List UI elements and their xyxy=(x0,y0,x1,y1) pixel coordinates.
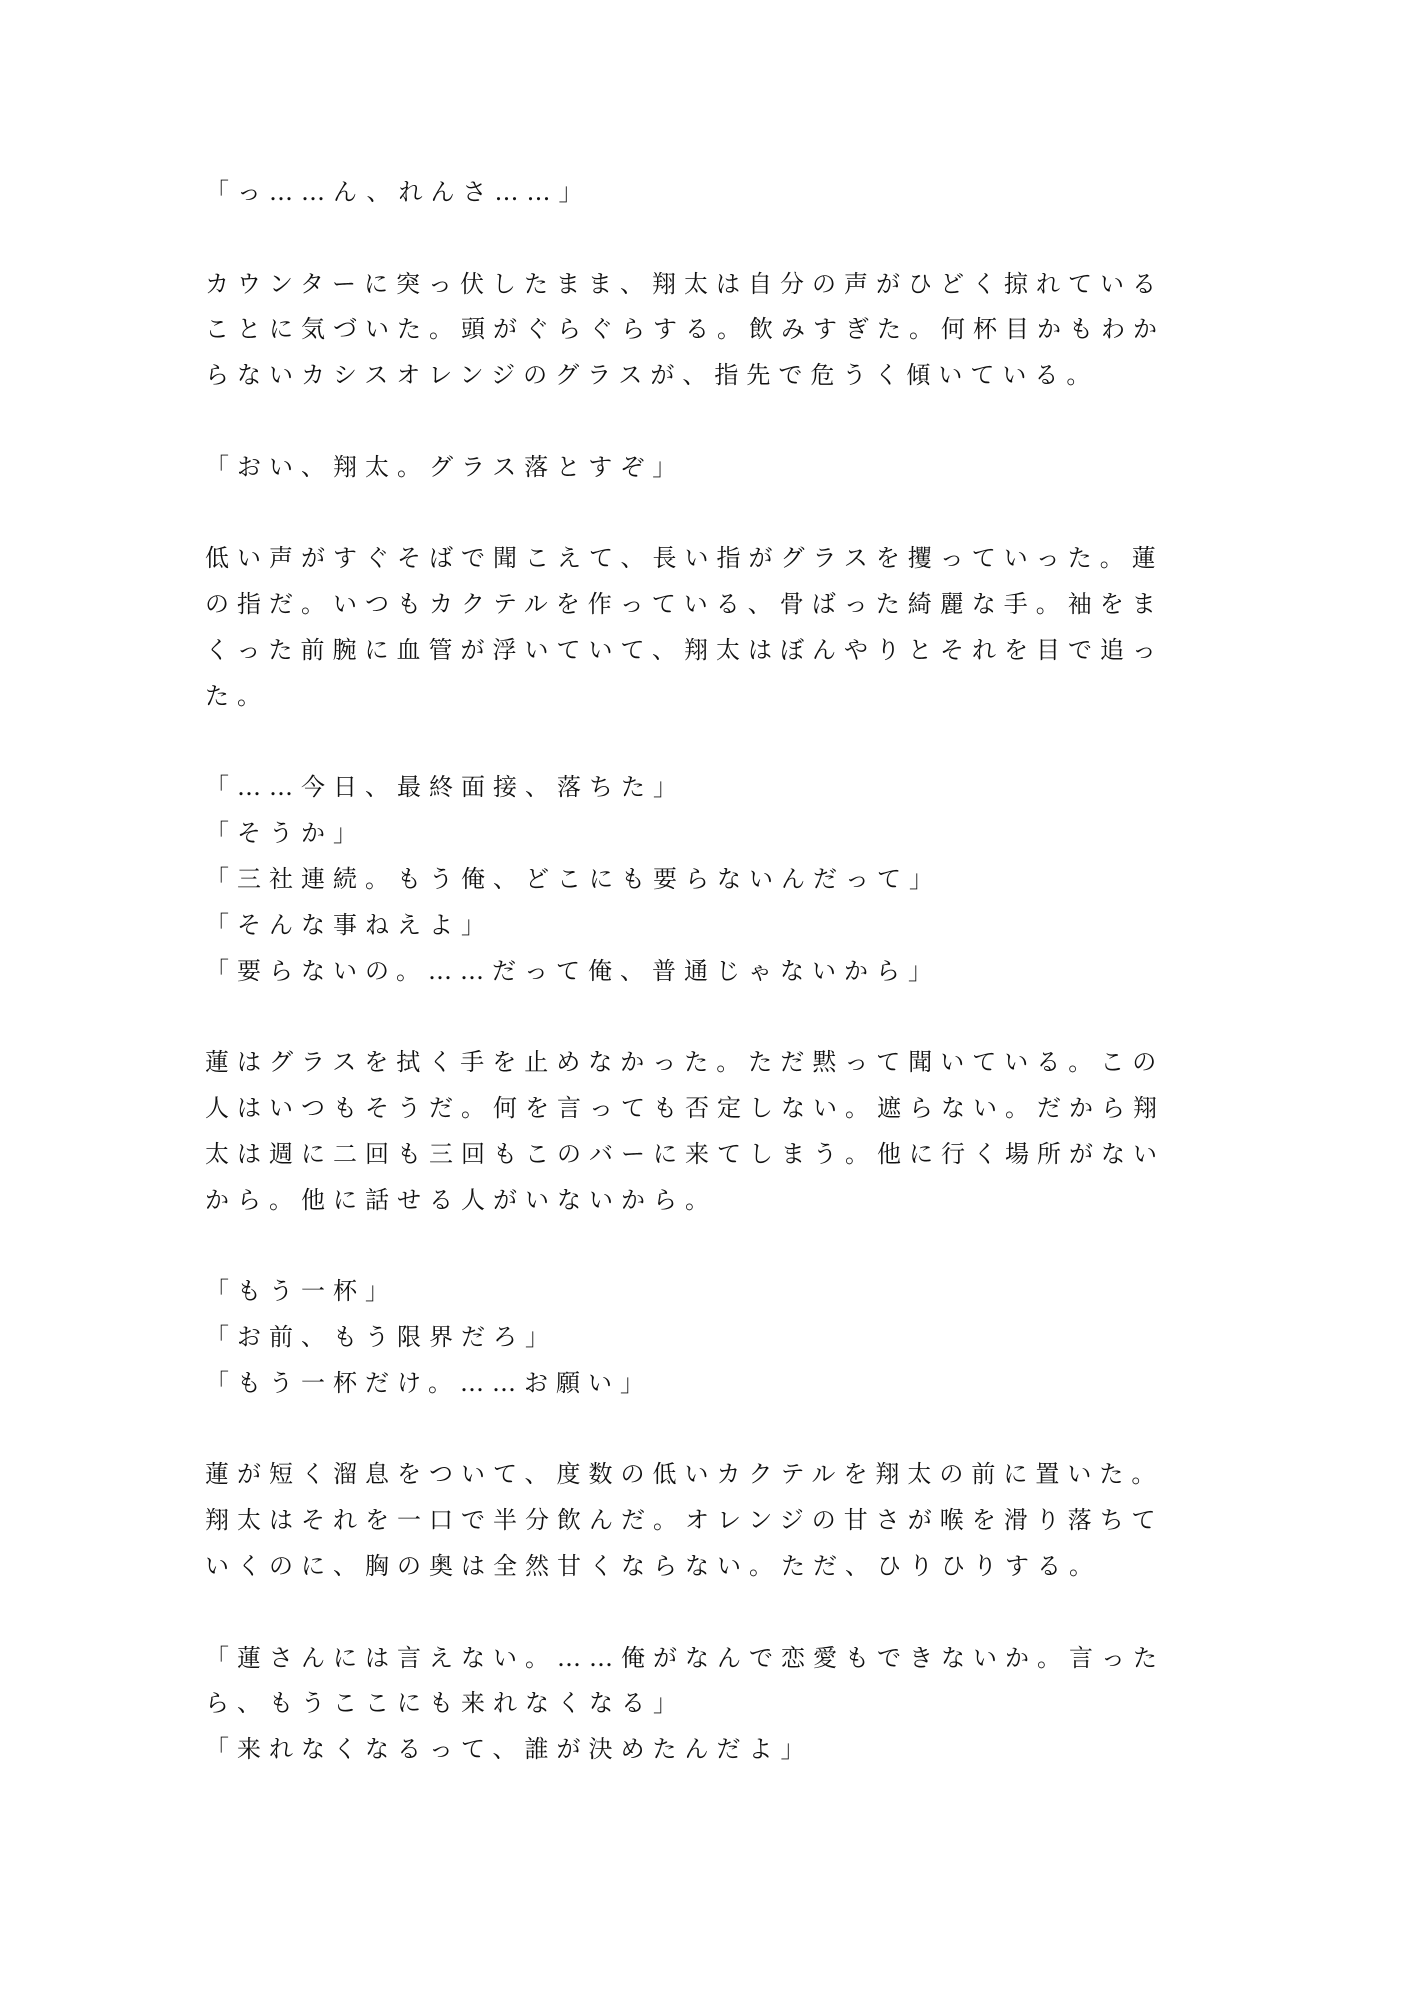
text-line: 「もう一杯」 xyxy=(205,1277,397,1306)
text-line: カウンターに突っ伏したまま、翔太は自分の声がひどく掠れている xyxy=(205,269,1165,298)
paragraph xyxy=(205,1452,1205,1589)
text-line: 「要らないの。……だって俺、普通じゃないから」 xyxy=(205,956,941,985)
paragraph xyxy=(205,445,1205,491)
text-line: ら、もうここにも来れなくなる」 xyxy=(205,1689,685,1718)
text-line: 太は週に二回も三回もこのバーに来てしまう。他に行く場所がない xyxy=(205,1139,1165,1168)
text-line: 「来れなくなるって、誰が決めたんだよ」 xyxy=(205,1735,813,1764)
text-line: ことに気づいた。頭がぐらぐらする。飲みすぎた。何杯目かもわか xyxy=(205,315,1165,344)
text-line: 「っ……ん、れんさ……」 xyxy=(205,178,591,206)
text-line: から。他に話せる人がいないから。 xyxy=(205,1185,717,1214)
document-page xyxy=(205,170,1205,1819)
text-line: 「そんな事ねえよ」 xyxy=(205,910,493,939)
paragraph xyxy=(205,1636,1205,1773)
paragraph xyxy=(205,1040,1205,1223)
text-line: 「三社連続。もう俺、どこにも要らないんだって」 xyxy=(205,864,941,893)
text-line: 「もう一杯だけ。……お願い」 xyxy=(205,1368,653,1397)
paragraph xyxy=(205,170,1205,216)
text-line: た。 xyxy=(205,681,269,710)
text-line: 翔太はそれを一口で半分飲んだ。オレンジの甘さが喉を滑り落ちて xyxy=(205,1506,1164,1535)
text-line: 「蓮さんには言えない。……俺がなんで恋愛もできないか。言った xyxy=(205,1643,1165,1672)
text-line: 蓮が短く溜息をついて、度数の低いカクテルを翔太の前に置いた。 xyxy=(205,1460,1164,1489)
text-line: らないカシスオレンジのグラスが、指先で危うく傾いている。 xyxy=(205,361,1099,390)
text-line: 「そうか」 xyxy=(205,819,365,848)
text-line: 低い声がすぐそばで聞こえて、長い指がグラスを攫っていった。蓮 xyxy=(205,544,1164,573)
text-line: 人はいつもそうだ。何を言っても否定しない。遮らない。だから翔 xyxy=(205,1093,1165,1122)
text-line: 「おい、翔太。グラス落とすぞ」 xyxy=(205,452,685,481)
text-line: の指だ。いつもカクテルを作っている、骨ばった綺麗な手。袖をま xyxy=(205,590,1164,619)
paragraph xyxy=(205,765,1205,994)
text-line: 「……今日、最終面接、落ちた」 xyxy=(205,773,685,802)
paragraph xyxy=(205,536,1205,719)
text-line: いくのに、胸の奥は全然甘くならない。ただ、ひりひりする。 xyxy=(205,1551,1101,1580)
paragraph xyxy=(205,1269,1205,1406)
text-line: 「お前、もう限界だろ」 xyxy=(205,1322,557,1351)
paragraph xyxy=(205,262,1205,399)
text-line: 蓮はグラスを拭く手を止めなかった。ただ黙って聞いている。この xyxy=(205,1048,1165,1077)
text-line: くった前腕に血管が浮いていて、翔太はぼんやりとそれを目で追っ xyxy=(205,635,1165,664)
